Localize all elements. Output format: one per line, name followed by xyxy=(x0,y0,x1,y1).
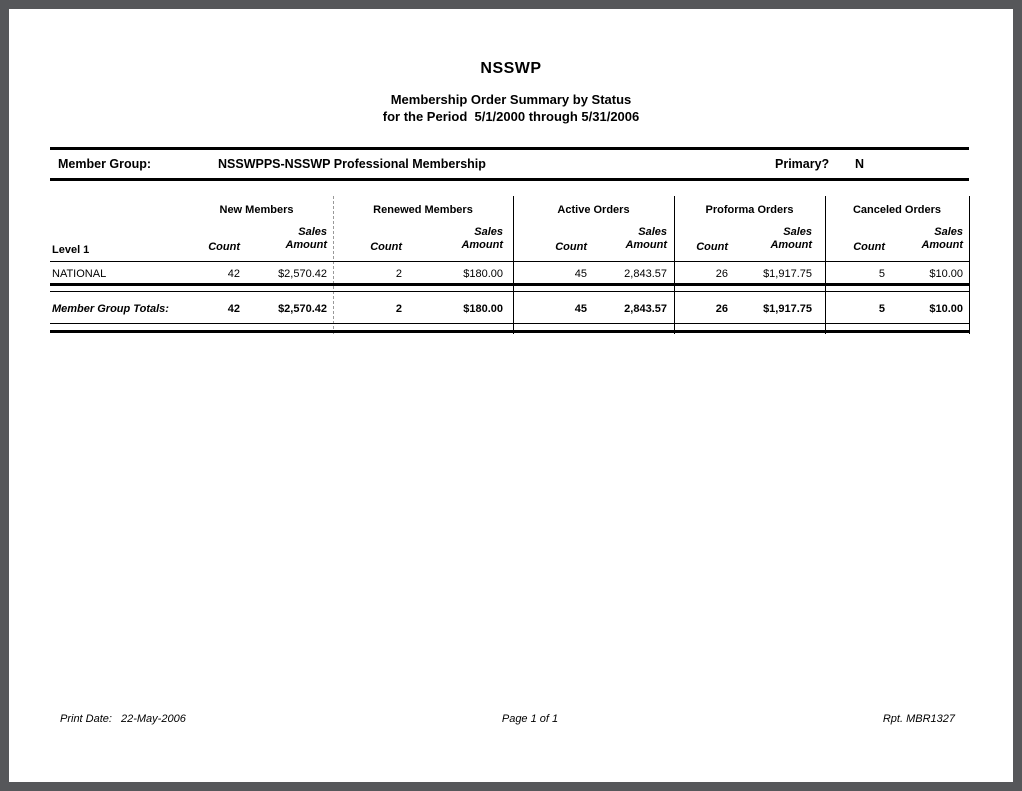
national-active-count: 45 xyxy=(574,268,587,280)
sales-amount-header xyxy=(237,226,327,252)
header-underline xyxy=(50,261,969,262)
amount-word: Amount xyxy=(625,239,667,251)
primary-value: N xyxy=(855,157,865,171)
count-header: Count xyxy=(208,241,240,253)
totals-new-count: 42 xyxy=(227,303,240,315)
sales-word: Sales xyxy=(298,226,327,238)
national-new-amount: $2,570.42 xyxy=(278,268,327,280)
national-proforma-amount: $1,917.75 xyxy=(763,268,812,280)
totals-renewed-count: 2 xyxy=(395,303,402,315)
sales-amount-header xyxy=(722,226,812,252)
totals-canceled-amount: $10.00 xyxy=(929,303,963,315)
totals-renewed-amount: $180.00 xyxy=(463,303,503,315)
group-header-proforma-orders: Proforma Orders xyxy=(705,204,794,216)
row-bottom-rule xyxy=(50,283,969,286)
report-id: Rpt. MBR1327 xyxy=(882,713,955,725)
national-active-amount: 2,843.57 xyxy=(624,268,667,280)
sales-amount-header xyxy=(413,226,503,252)
totals-bottom-thin-rule xyxy=(50,323,969,324)
national-new-count: 42 xyxy=(227,268,240,280)
sales-word: Sales xyxy=(934,226,963,238)
group-header-canceled-orders: Canceled Orders xyxy=(852,204,942,216)
national-canceled-amount: $10.00 xyxy=(929,268,963,280)
totals-proforma-amount: $1,917.75 xyxy=(763,303,812,315)
print-date-value: 22-May-2006 xyxy=(121,713,186,725)
totals-active-amount: 2,843.57 xyxy=(624,303,667,315)
totals-canceled-count: 5 xyxy=(878,303,885,315)
organization-title: NSSWP xyxy=(480,60,542,77)
amount-word: Amount xyxy=(285,239,327,251)
national-renewed-count: 2 xyxy=(395,268,402,280)
amount-word: Amount xyxy=(921,239,963,251)
national-canceled-count: 5 xyxy=(878,268,885,280)
sales-word: Sales xyxy=(783,226,812,238)
sales-amount-header xyxy=(577,226,667,252)
member-group-value: NSSWPPS-NSSWP Professional Membership xyxy=(218,157,486,171)
totals-top-rule xyxy=(50,291,969,292)
band-bottom-rule xyxy=(50,178,969,181)
sales-word: Sales xyxy=(474,226,503,238)
national-proforma-count: 26 xyxy=(715,268,728,280)
row-level-national: NATIONAL xyxy=(52,268,107,280)
group-header-active-orders: Active Orders xyxy=(557,204,630,216)
report-period: for the Period 5/1/2000 through 5/31/2006 xyxy=(382,109,640,124)
band-top-rule xyxy=(50,147,969,150)
count-header: Count xyxy=(696,241,728,253)
page-number: Page 1 of 1 xyxy=(501,713,559,725)
report-title-block xyxy=(0,91,1022,125)
totals-active-count: 45 xyxy=(574,303,587,315)
totals-label: Member Group Totals: xyxy=(52,303,169,315)
group-header-new-members: New Members xyxy=(219,204,294,216)
print-date-label: Print Date: xyxy=(60,713,112,725)
amount-word: Amount xyxy=(770,239,812,251)
primary-label: Primary? xyxy=(775,157,830,171)
report-title: Membership Order Summary by Status xyxy=(390,92,632,107)
sales-word: Sales xyxy=(638,226,667,238)
group-header-renewed-members: Renewed Members xyxy=(373,204,473,216)
national-renewed-amount: $180.00 xyxy=(463,268,503,280)
totals-new-amount: $2,570.42 xyxy=(278,303,327,315)
table-bottom-rule xyxy=(50,330,969,333)
count-header: Count xyxy=(370,241,402,253)
totals-proforma-count: 26 xyxy=(715,303,728,315)
amount-word: Amount xyxy=(461,239,503,251)
count-header: Count xyxy=(853,241,885,253)
member-group-label: Member Group: xyxy=(58,157,152,171)
sales-amount-header xyxy=(873,226,963,252)
level-1-header: Level 1 xyxy=(52,244,90,256)
count-header: Count xyxy=(555,241,587,253)
separator-right-edge xyxy=(969,196,970,334)
